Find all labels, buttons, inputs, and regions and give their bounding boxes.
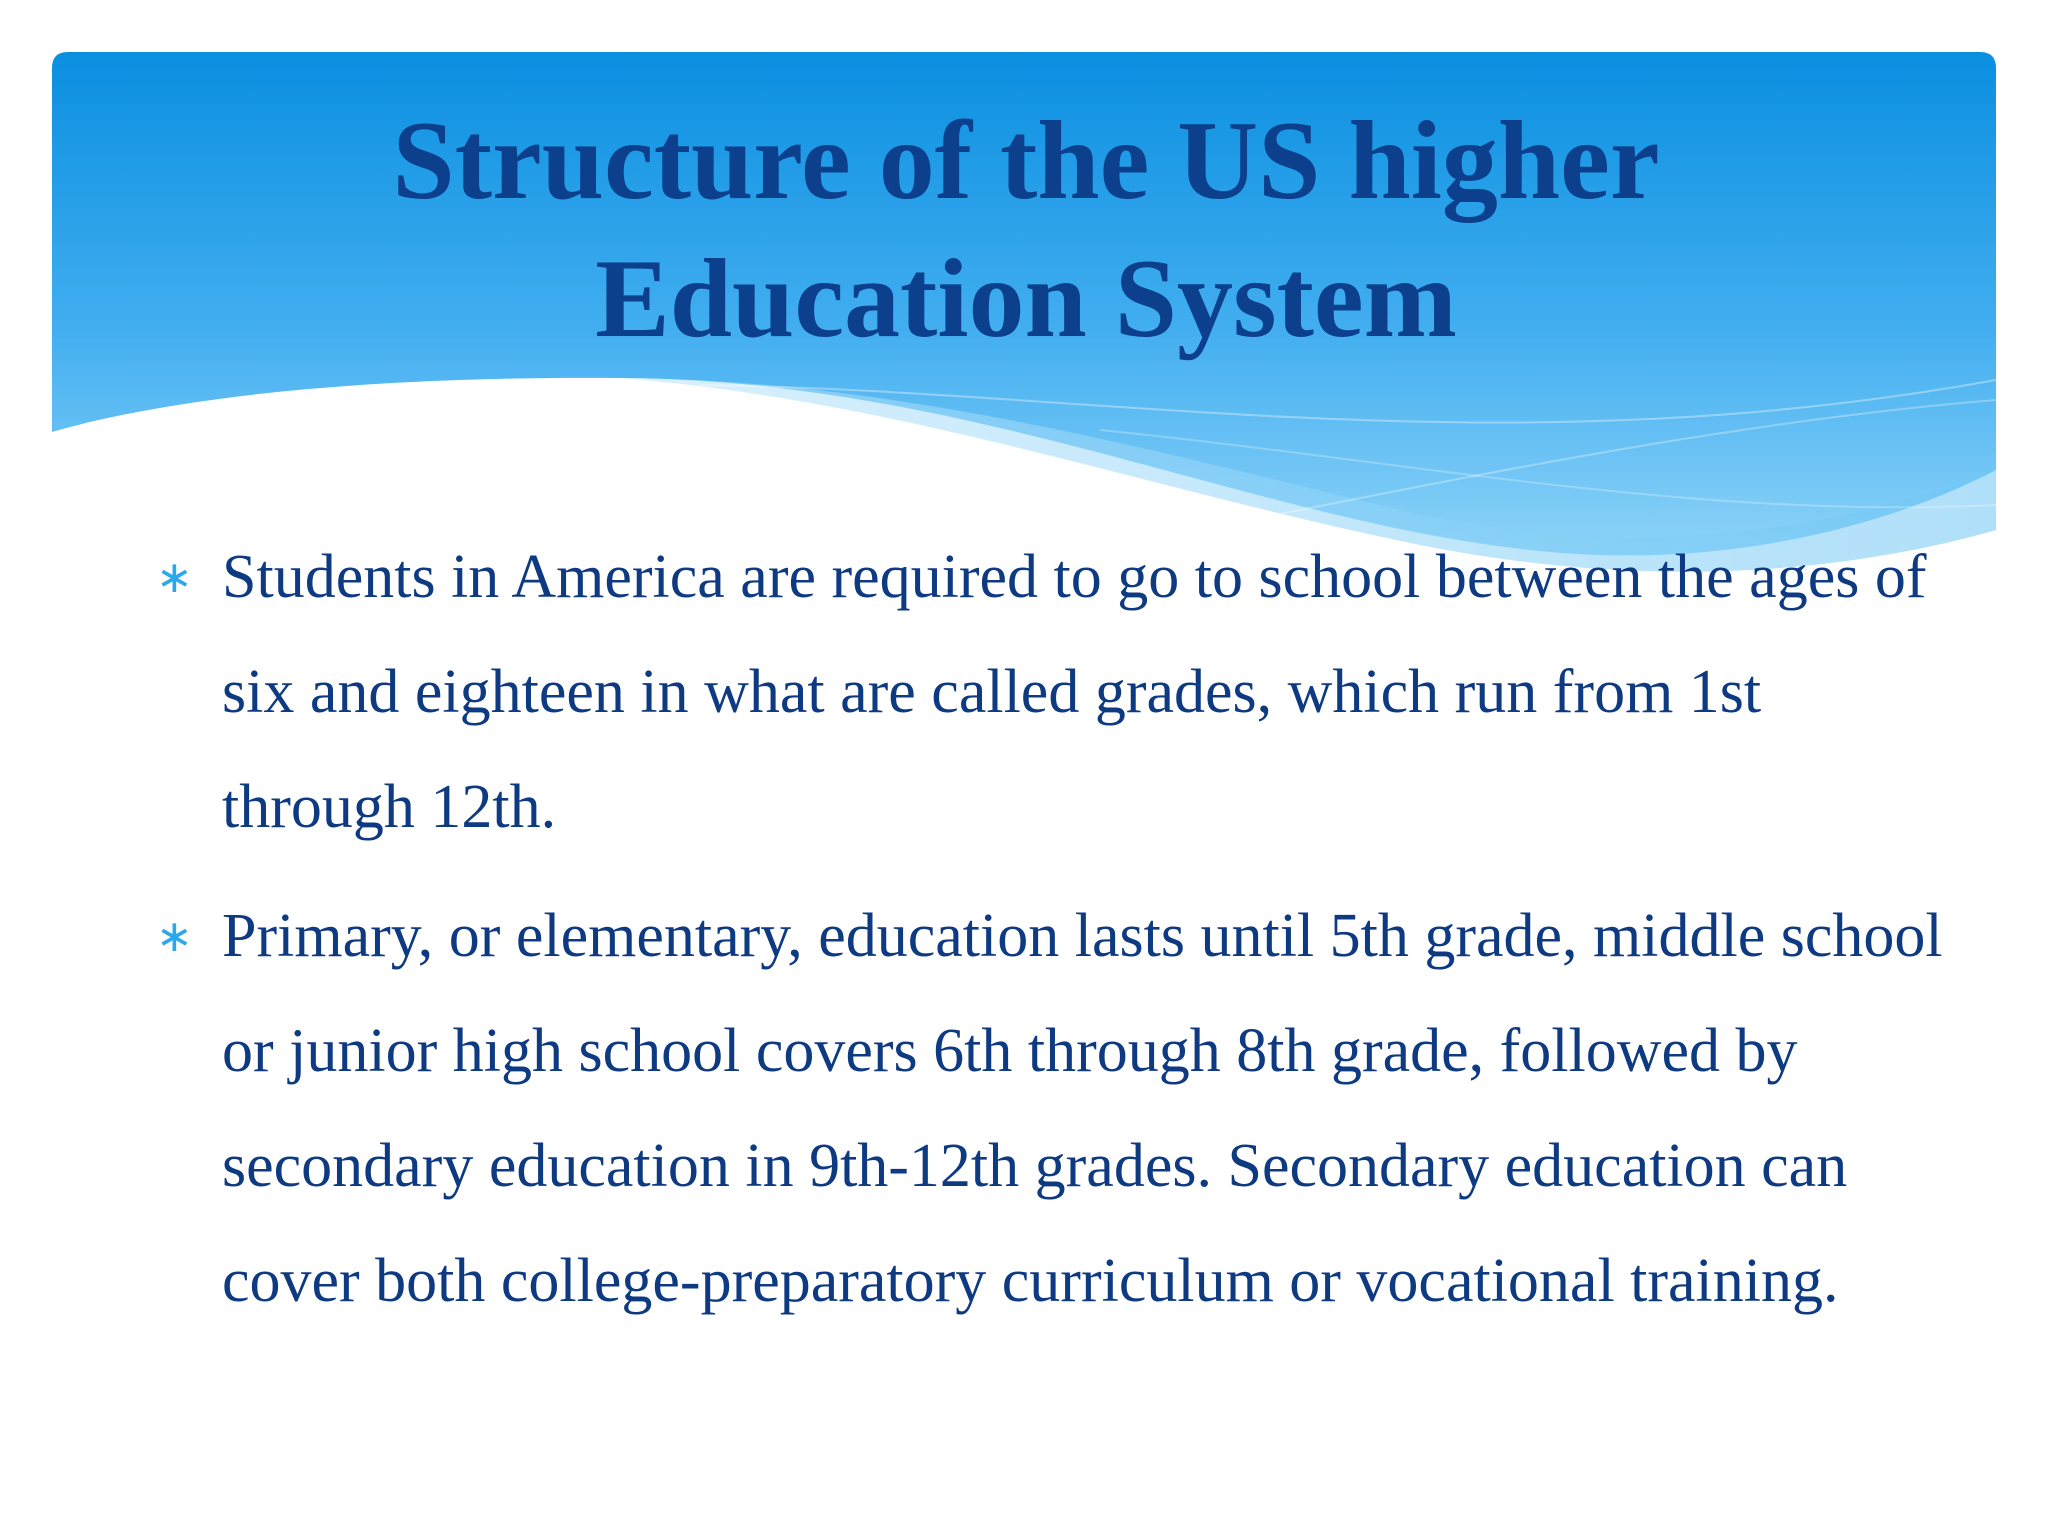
bullet-list	[152, 520, 1952, 1353]
bullet-item	[152, 879, 1952, 1339]
bullet-text: Primary, or elementary, education lasts until 5th grade, middle school or junior high school covers 6th through 8th grade, followed by secondary education in 9th-12th grades. Secondary education can cover both college-preparatory curriculum or vocational training.	[222, 902, 1943, 1315]
bullet-text: Students in America are required to go to school between the ages of six and eighteen in what are called grades, which run from 1st through 12th.	[222, 543, 1927, 841]
asterisk-bullet-icon: ∗	[156, 911, 193, 962]
slide-title-line-2: Education System	[595, 237, 1457, 361]
slide-title-line-1: Structure of the US higher	[392, 99, 1660, 223]
asterisk-bullet-icon: ∗	[156, 552, 193, 603]
bullet-item	[152, 520, 1952, 865]
slide-title	[52, 92, 2000, 368]
